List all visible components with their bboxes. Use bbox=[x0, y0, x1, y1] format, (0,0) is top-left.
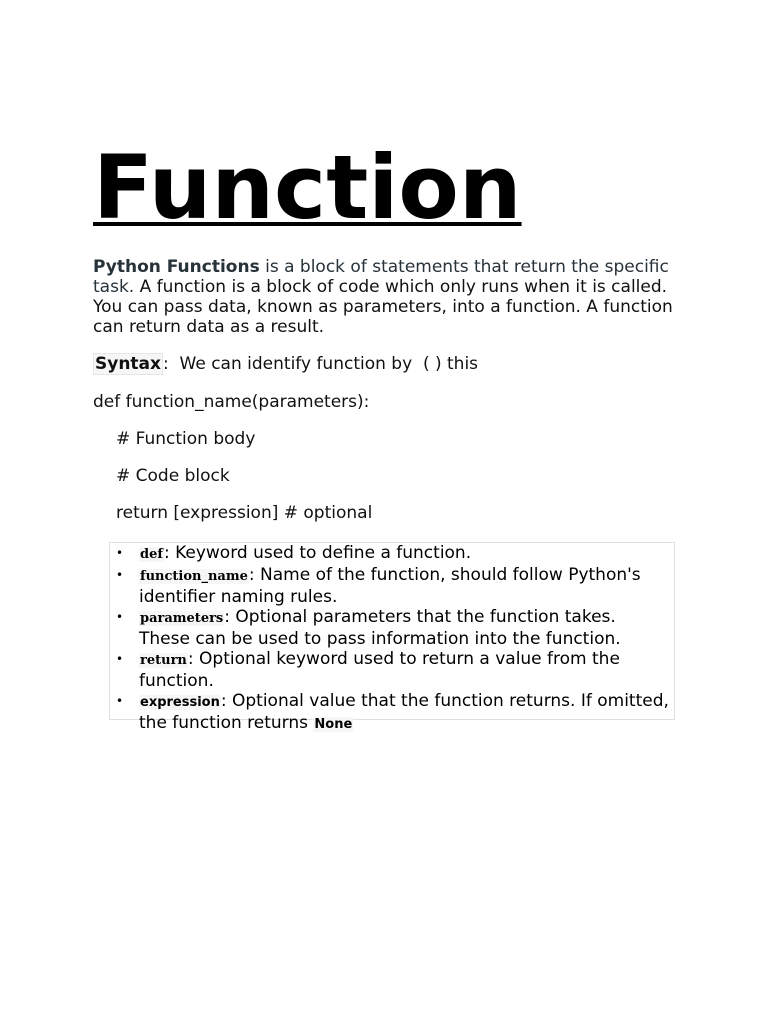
syntax-line bbox=[93, 354, 478, 374]
bullet-icon: • bbox=[116, 652, 124, 666]
code-line-body-comment: # Function body bbox=[116, 429, 256, 449]
syntax-label: Syntax bbox=[95, 354, 161, 374]
code-line-return: return [expression] # optional bbox=[116, 503, 373, 523]
keyword-code: parameters bbox=[140, 611, 224, 626]
intro-rest: A function is a block of code which only runs when it is called. You can pass data, known as parameters, into a function. A function can return data as a result. bbox=[93, 277, 673, 337]
page-title: Function bbox=[93, 136, 522, 239]
keyword-code: return bbox=[140, 653, 187, 668]
definitions-list bbox=[110, 543, 674, 735]
list-item bbox=[110, 543, 674, 565]
definition-text: : Keyword used to define a function. bbox=[163, 543, 472, 563]
syntax-text: : We can identify function by ( ) this bbox=[163, 354, 479, 374]
bullet-icon: • bbox=[116, 694, 124, 708]
list-item bbox=[110, 565, 674, 607]
intro-term: Python Functions bbox=[93, 257, 260, 277]
keyword-code: def bbox=[140, 547, 163, 562]
intro-lead: is a block of statements that return the specific task. bbox=[93, 257, 669, 297]
bullet-icon: • bbox=[116, 610, 124, 624]
list-item bbox=[110, 649, 674, 691]
definition-text: : Name of the function, should follow Python's identifier naming rules. bbox=[139, 565, 641, 607]
keyword-code: expression bbox=[140, 695, 220, 710]
code-line-block-comment: # Code block bbox=[116, 466, 230, 486]
definitions-box bbox=[109, 542, 675, 733]
definition-text: : Optional keyword used to return a value from the function. bbox=[139, 649, 620, 691]
definition-text: : Optional parameters that the function takes. These can be used to pass information into the function. bbox=[139, 607, 621, 649]
list-item bbox=[110, 607, 674, 649]
none-keyword-code: None bbox=[314, 717, 353, 732]
definition-text: : Optional value that the function returns. If omitted, the function returns bbox=[139, 691, 669, 733]
code-line-def: def function_name(parameters): bbox=[93, 392, 370, 412]
intro-paragraph bbox=[93, 257, 683, 337]
keyword-code: function_name bbox=[140, 569, 248, 584]
bullet-icon: • bbox=[116, 546, 124, 560]
list-item bbox=[110, 691, 674, 735]
bullet-icon: • bbox=[116, 568, 124, 582]
